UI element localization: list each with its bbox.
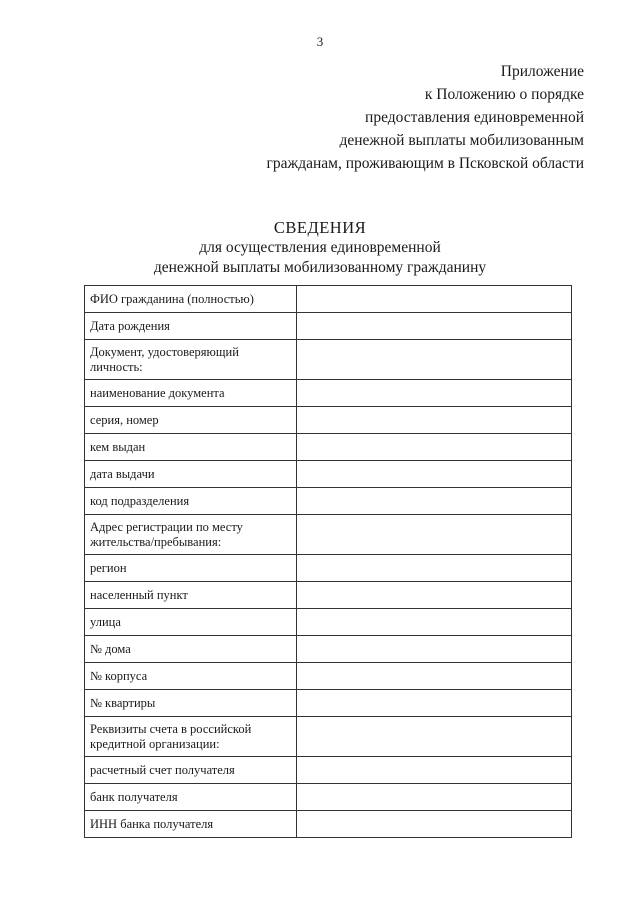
table-row (85, 717, 572, 757)
table-row (85, 286, 572, 313)
table-row (85, 811, 572, 838)
appendix-line: Приложение (500, 63, 584, 80)
row-value-cell[interactable] (297, 380, 572, 407)
row-value-cell[interactable] (297, 609, 572, 636)
row-value-cell[interactable] (297, 488, 572, 515)
table-row (85, 784, 572, 811)
row-value-cell[interactable] (297, 757, 572, 784)
row-label: наименование документа (85, 380, 297, 407)
table-row (85, 515, 572, 555)
document-heading (0, 218, 640, 278)
appendix-line: гражданам, проживающим в Псковской области (266, 155, 584, 172)
row-label: дата выдачи (85, 461, 297, 488)
table-row (85, 461, 572, 488)
row-label: населенный пункт (85, 582, 297, 609)
row-label: регион (85, 555, 297, 582)
row-value-cell[interactable] (297, 340, 572, 380)
row-label: улица (85, 609, 297, 636)
table-row (85, 636, 572, 663)
row-label: код подразделения (85, 488, 297, 515)
row-value-cell[interactable] (297, 582, 572, 609)
table-row (85, 582, 572, 609)
row-value-cell[interactable] (297, 461, 572, 488)
appendix-line: предоставления единовременной (365, 109, 584, 126)
row-value-cell[interactable] (297, 636, 572, 663)
page-number: 3 (316, 34, 324, 49)
row-label: ИНН банка получателя (85, 811, 297, 838)
table-row (85, 407, 572, 434)
row-value-cell[interactable] (297, 555, 572, 582)
appendix-line: денежной выплаты мобилизованным (339, 132, 584, 149)
row-label: серия, номер (85, 407, 297, 434)
row-label: № дома (85, 636, 297, 663)
row-value-cell[interactable] (297, 690, 572, 717)
row-label: банк получателя (85, 784, 297, 811)
row-value-cell[interactable] (297, 784, 572, 811)
document-subtitle-line: денежной выплаты мобилизованному гражданину (153, 259, 487, 276)
appendix-line: к Положению о порядке (424, 86, 584, 103)
document-subtitle-line: для осуществления единовременной (199, 239, 441, 256)
row-label: кем выдан (85, 434, 297, 461)
row-value-cell[interactable] (297, 407, 572, 434)
table-row (85, 340, 572, 380)
document-title: СВЕДЕНИЯ (273, 218, 367, 237)
row-label: Документ, удостоверяющий личность: (85, 340, 297, 380)
row-label: № корпуса (85, 663, 297, 690)
row-label: Реквизиты счета в российской кредитной организации: (85, 717, 297, 757)
table-row (85, 690, 572, 717)
table-row (85, 609, 572, 636)
row-value-cell[interactable] (297, 515, 572, 555)
row-value-cell[interactable] (297, 717, 572, 757)
table-row (85, 757, 572, 784)
info-form-table (84, 285, 572, 838)
table-row (85, 488, 572, 515)
table-row (85, 313, 572, 340)
row-label: ФИО гражданина (полностью) (85, 286, 297, 313)
appendix-header (184, 60, 584, 175)
row-label: расчетный счет получателя (85, 757, 297, 784)
table-row (85, 555, 572, 582)
row-label: № квартиры (85, 690, 297, 717)
row-value-cell[interactable] (297, 286, 572, 313)
row-value-cell[interactable] (297, 434, 572, 461)
table-row (85, 663, 572, 690)
table-row (85, 434, 572, 461)
row-value-cell[interactable] (297, 663, 572, 690)
table-row (85, 380, 572, 407)
row-label: Адрес регистрации по месту жительства/пребывания: (85, 515, 297, 555)
row-value-cell[interactable] (297, 811, 572, 838)
row-label: Дата рождения (85, 313, 297, 340)
row-value-cell[interactable] (297, 313, 572, 340)
